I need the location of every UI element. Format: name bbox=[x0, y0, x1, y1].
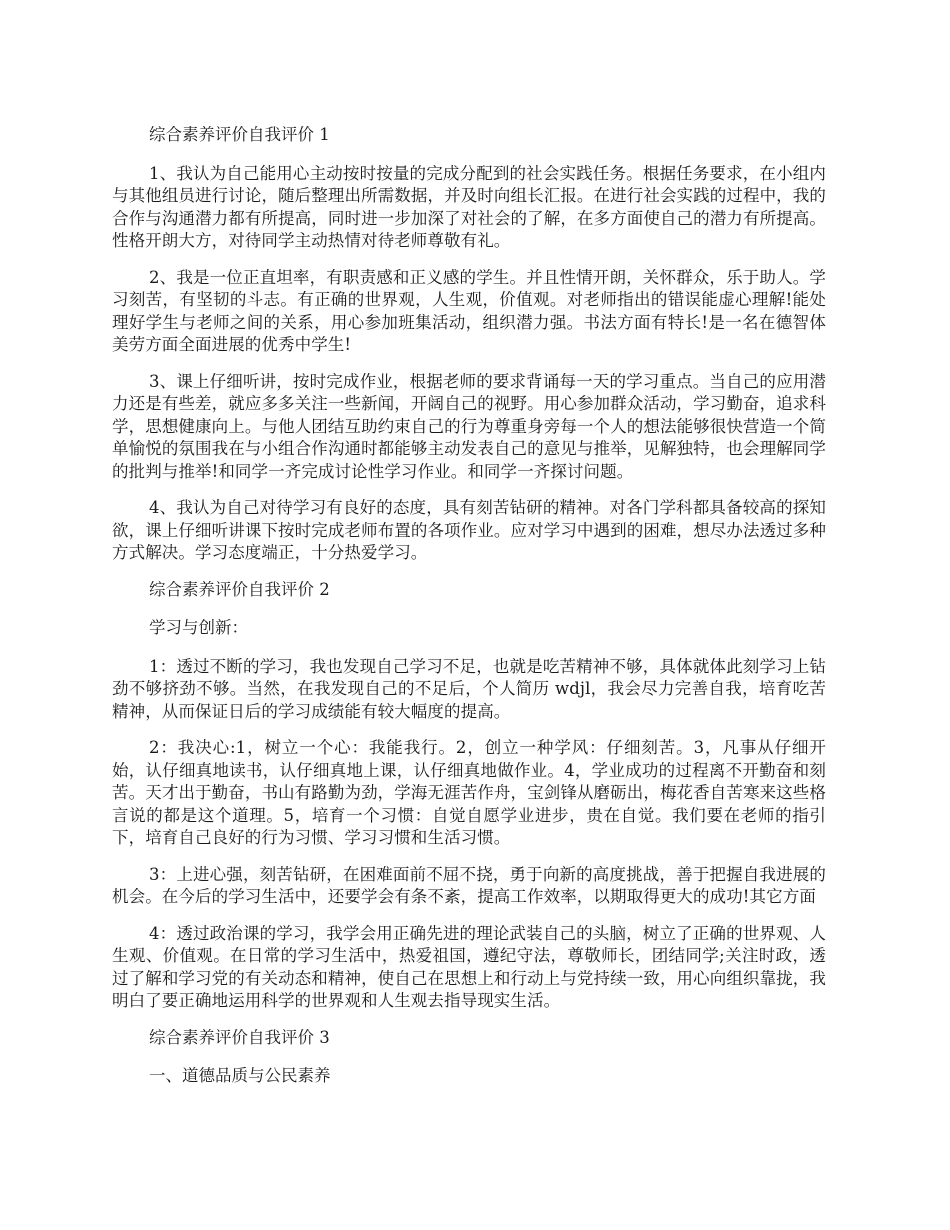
paragraph: 2：我决心:1，树立一个心：我能我行。2，创立一种学风：仔细刻苦。3，凡事从仔细开始，认仔细真地读书，认仔细真地上课，认仔细真地做作业。4，学业成功的过程离不开勤奋和刻苦。天才出于勤奋，书山有路勤为劲，学海无涯苦作舟，宝剑锋从磨砺出，梅花香自苦寒来这些格言说的都是这个道理。5，培育一个习惯：自觉自愿学业进步，贵在自觉。我们要在老师的指引下，培育自己良好的行为习惯、学习习惯和生活习惯。 bbox=[112, 738, 826, 847]
subsection-heading: 学习与创新： bbox=[149, 618, 248, 637]
subsection-heading: 一、道德品质与公民素养 bbox=[149, 1066, 331, 1085]
section-heading: 综合素养评价自我评价 2 bbox=[149, 579, 330, 599]
section-heading: 综合素养评价自我评价 3 bbox=[149, 1027, 330, 1047]
paragraph: 3、课上仔细听讲，按时完成作业，根据老师的要求背诵每一天的学习重点。当自己的应用潜力还是有些差，就应多多关注一些新闻，开阔自己的视野。用心参加群众活动，学习勤奋，追求科学，思想健康向上。与他人团结互助约束自己的行为尊重身旁每一个人的想法能够很快营造一个简单愉悦的氛围我在与小组合作沟通时都能够主动发表自己的意见与推举，见解独特，也会理解同学的批判与推举!和同学一齐完成讨论性学习作业。和同学一齐探讨问题。 bbox=[112, 371, 826, 481]
document-body bbox=[112, 124, 826, 1088]
paragraph: 3：上进心强，刻苦钻研，在困难面前不屈不挠，勇于向新的高度挑战，善于把握自我进展的机会。在今后的学习生活中，还要学会有条不紊，提高工作效率，以期取得更大的成功!其它方面 bbox=[112, 864, 826, 906]
paragraph: 1：透过不断的学习，我也发现自己学习不足，也就是吃苦精神不够，具体就体此刻学习上钻劲不够挤劲不够。当然，在我发现自己的不足后，个人简历 wdjl，我会尽力完善自我，培育吃苦精神，从而保证日后的学习成绩能有较大幅度的提高。 bbox=[112, 656, 826, 721]
section-heading: 综合素养评价自我评价 1 bbox=[149, 125, 330, 144]
paragraph: 4：透过政治课的学习，我学会用正确先进的理论武装自己的头脑，树立了正确的世界观、人生观、价值观。在日常的学习生活中，热爱祖国，遵纪守法，尊敬师长，团结同学;关注时政，透过了解和学习党的有关动态和精神，使自己在思想上和行动上与党持续一致，用心向组织靠拢，我明白了要正确地运用科学的世界观和人生观去指导现实生活。 bbox=[112, 923, 826, 1010]
paragraph: 1、我认为自己能用心主动按时按量的完成分配到的社会实践任务。根据任务要求，在小组内与其他组员进行讨论，随后整理出所需数据，并及时向组长汇报。在进行社会实践的过程中，我的合作与沟通潜力都有所提高，同时进一步加深了对社会的了解，在多方面使自己的潜力有所提高。性格开朗大方，对待同学主动热情对待老师尊敬有礼。 bbox=[112, 163, 826, 250]
paragraph: 2、我是一位正直坦率，有职责感和正义感的学生。并且性情开朗，关怀群众，乐于助人。学习刻苦，有坚韧的斗志。有正确的世界观，人生观，价值观。对老师指出的错误能虚心理解!能处理好学生与老师之间的关系，用心参加班集活动，组织潜力强。书法方面有特长!是一名在德智体美劳方面全面进展的优秀中学生! bbox=[112, 267, 826, 354]
paragraph: 4、我认为自己对待学习有良好的态度，具有刻苦钻研的精神。对各门学科都具备较高的探知欲，课上仔细听讲课下按时完成老师布置的各项作业。应对学习中遇到的困难，想尽办法透过多种方式解决。学习态度端正，十分热爱学习。 bbox=[112, 498, 826, 562]
